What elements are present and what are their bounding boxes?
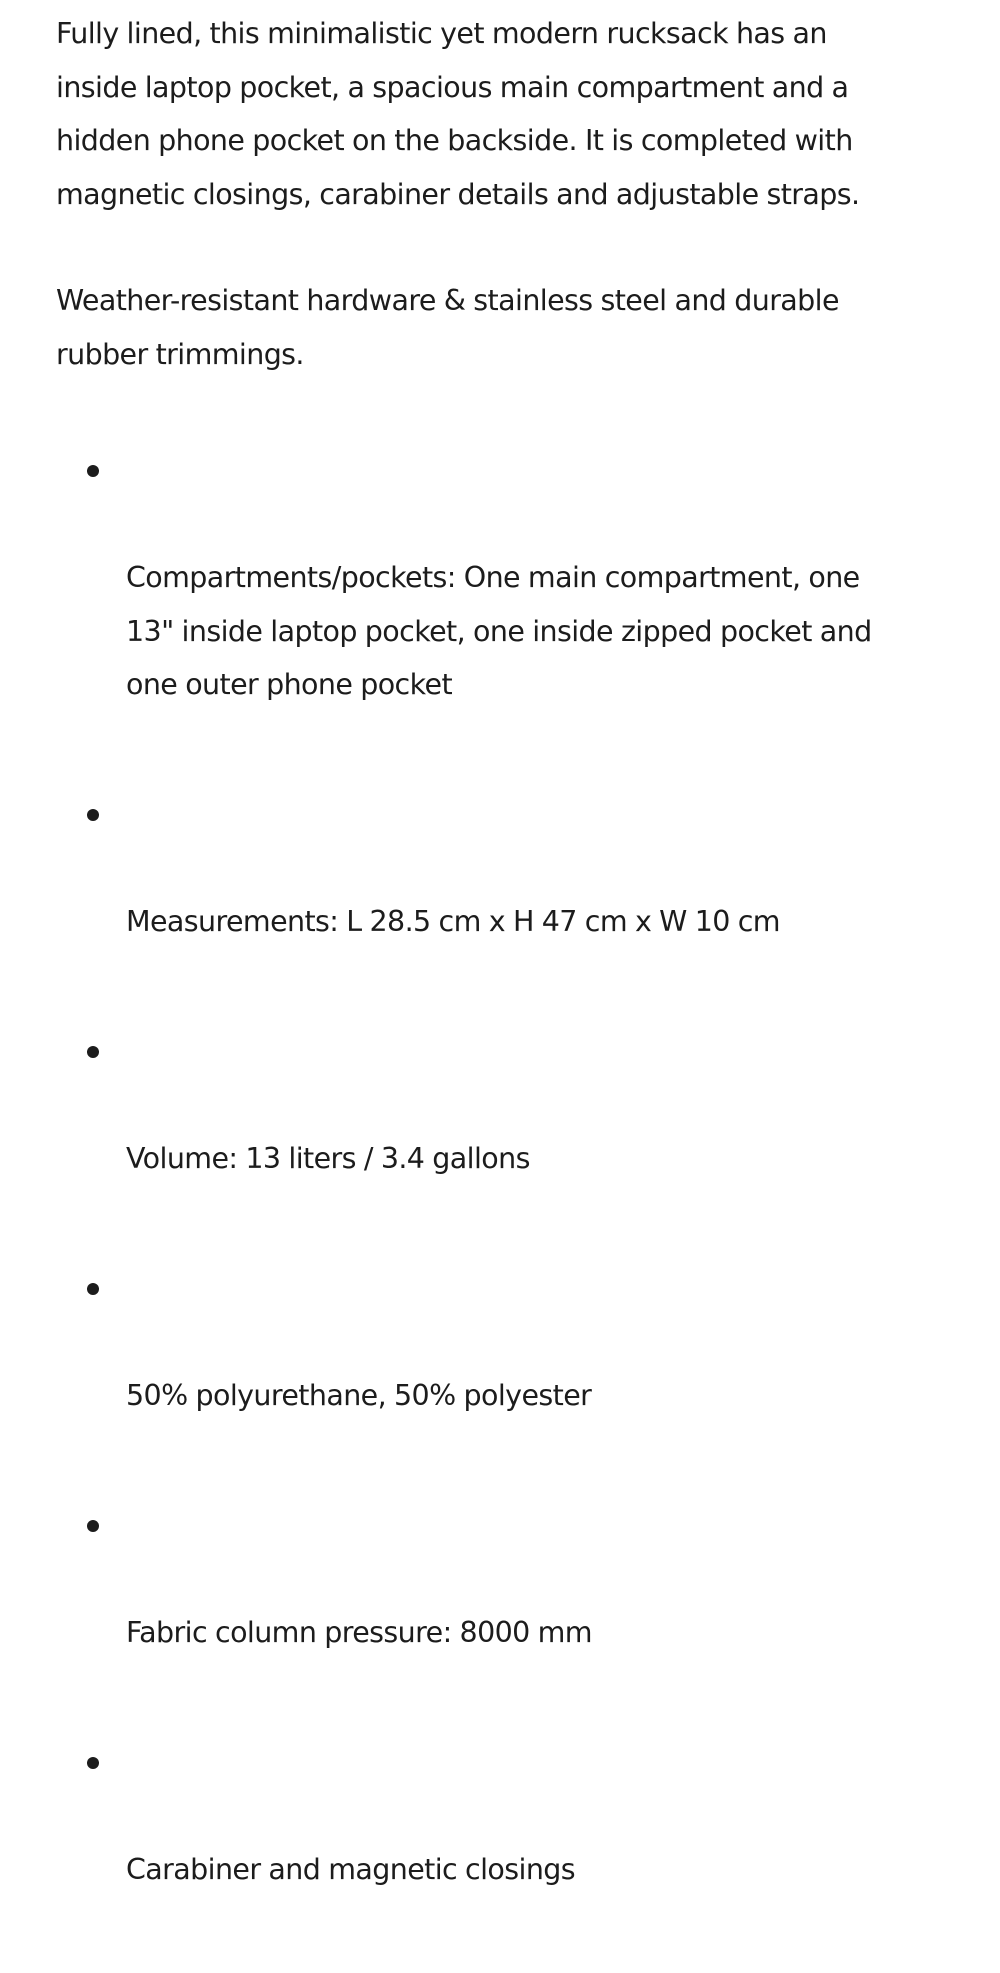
feature-text: 50% polyurethane, 50% polyester (126, 1379, 592, 1412)
feature-list-item (56, 1499, 936, 1713)
feature-list (56, 444, 936, 1973)
feature-text: Compartments/pockets: One main compartment, one 13" inside laptop pocket, one inside zipped pocket and one outer phone pocket (126, 561, 872, 701)
bullet-icon (87, 1283, 99, 1295)
description-paragraph: Fully lined, this minimalistic yet modern rucksack has an inside laptop pocket, a spacious main compartment and a hidden phone pocket on the backside. It is completed with magnetic closings, carabiner details and adjustable straps. (56, 17, 860, 211)
feature-list-item (56, 788, 936, 1002)
feature-list-item (56, 1025, 936, 1239)
bullet-icon (87, 1520, 99, 1532)
bullet-icon (87, 1046, 99, 1058)
feature-text: Fabric column pressure: 8000 mm (126, 1616, 592, 1649)
feature-list-item (56, 1262, 936, 1476)
product-description (56, 7, 936, 1886)
bullet-icon (87, 1757, 99, 1769)
feature-list-item (56, 444, 936, 765)
bullet-icon (87, 809, 99, 821)
description-paragraph: Weather-resistant hardware & stainless steel and durable rubber trimmings. (56, 284, 839, 371)
feature-text: Carabiner and magnetic closings (126, 1853, 576, 1886)
feature-text: Measurements: L 28.5 cm x H 47 cm x W 10 cm (126, 905, 780, 938)
bullet-icon (87, 465, 99, 477)
feature-list-item (56, 1736, 936, 1950)
feature-text: Volume: 13 liters / 3.4 gallons (126, 1142, 530, 1175)
